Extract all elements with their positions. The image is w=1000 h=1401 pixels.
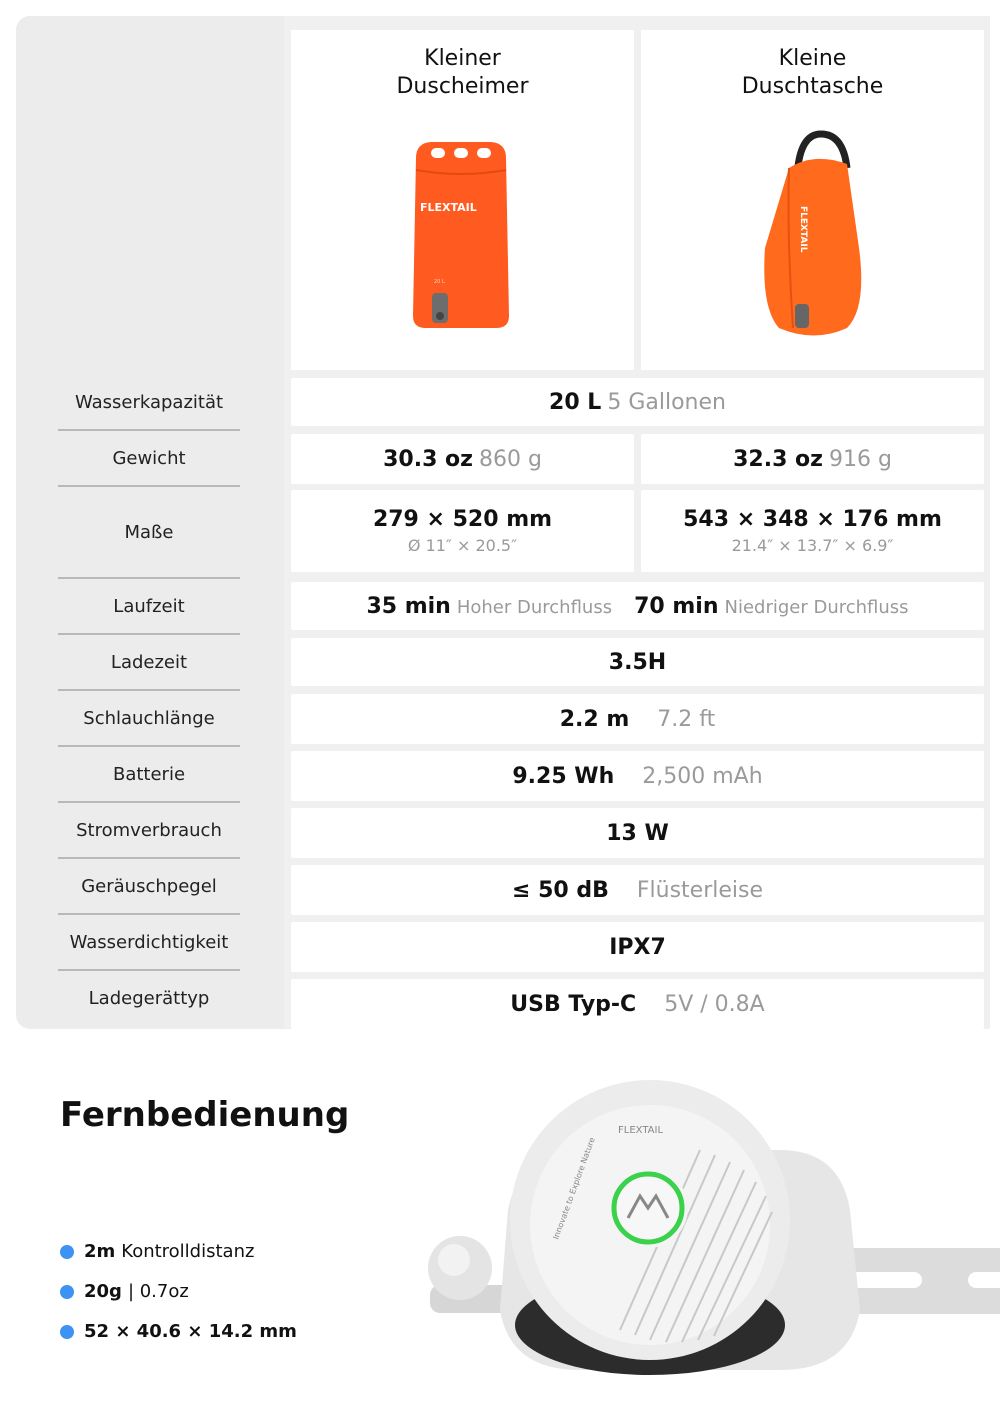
value-main: 20 L: [549, 389, 602, 415]
value-main: IPX7: [609, 934, 666, 960]
spec-label-geraeuschpegel: Geräuschpegel: [81, 876, 217, 897]
value-main: 2.2 m: [559, 706, 630, 732]
divider: [58, 633, 240, 635]
spec-label-wasserdichtigkeit: Wasserdichtigkeit: [69, 932, 229, 953]
spec-label-laufzeit: Laufzeit: [113, 596, 185, 617]
shower-bag-image: [759, 128, 869, 343]
spec-value-geraeuschpegel: [291, 865, 984, 915]
spec-value-stromverbrauch: [291, 808, 984, 858]
remote-feature-item: [60, 1241, 254, 1262]
divider: [58, 857, 240, 859]
value-sub: Niedriger Durchfluss: [724, 596, 909, 618]
value-main: 70 min: [634, 593, 719, 619]
bullet-dot-icon: [60, 1245, 74, 1259]
bucket-capacity-text: 20 L: [434, 279, 445, 285]
divider: [58, 969, 240, 971]
product-card-bucket: [291, 30, 634, 370]
value-sub: 5V / 0.8A: [664, 991, 765, 1017]
value-sub: 2,500 mAh: [642, 763, 763, 789]
shower-bucket-image: [406, 138, 516, 333]
bag-brand-text: FLEXTAIL: [798, 206, 808, 253]
spec-value-wasserdichtigkeit: [291, 922, 984, 972]
feature-bold: 52 × 40.6 × 14.2 mm: [84, 1321, 297, 1342]
value-main: 32.3 oz: [733, 446, 823, 472]
spec-value-gewicht-bag: [641, 434, 984, 484]
remote-control-image: [420, 1070, 1000, 1390]
product-title-bucket: Kleiner Duscheimer: [396, 46, 529, 99]
remote-tagline-text: Innovate to Explore Nature: [551, 1136, 597, 1241]
spec-label-ladegeraettyp: Ladegerättyp: [88, 988, 210, 1009]
value-main: USB Typ-C: [510, 991, 637, 1017]
spec-label-ladezeit: Ladezeit: [110, 652, 188, 673]
spec-value-masse-bag: [641, 490, 984, 572]
bullet-dot-icon: [60, 1325, 74, 1339]
value-main: 543 × 348 × 176 mm: [683, 507, 942, 532]
feature-bold: 20g: [84, 1281, 122, 1302]
value-sub: 21.4″ × 13.7″ × 6.9″: [731, 536, 894, 555]
spec-label-schlauchlaenge: Schlauchlänge: [83, 708, 215, 729]
divider: [58, 745, 240, 747]
spec-label-batterie: Batterie: [112, 764, 186, 785]
value-main: 279 × 520 mm: [372, 507, 553, 532]
value-main: 35 min: [366, 593, 451, 619]
divider: [58, 429, 240, 431]
remote-feature-item: [60, 1281, 189, 1302]
remote-section-title: Fernbedienung: [60, 1095, 350, 1135]
value-sub: 860 g: [478, 446, 542, 472]
bullet-dot-icon: [60, 1285, 74, 1299]
remote-brand-text: FLEXTAIL: [618, 1125, 664, 1136]
feature-bold: 2m: [84, 1241, 116, 1262]
spec-value-gewicht-bucket: [291, 434, 634, 484]
divider: [58, 801, 240, 803]
value-main: 9.25 Wh: [512, 763, 615, 789]
feature-text: Kontrolldistanz: [121, 1241, 255, 1262]
remote-feature-item: [60, 1321, 303, 1342]
spec-value-wasserkapazitaet: [291, 378, 984, 426]
value-sub: Hoher Durchfluss: [456, 596, 613, 618]
value-main: 13 W: [606, 820, 669, 846]
spec-label-masse: Maße: [124, 522, 174, 543]
divider: [58, 689, 240, 691]
spec-label-gewicht: Gewicht: [112, 448, 186, 469]
value-main: ≤ 50 dB: [511, 877, 609, 903]
divider: [58, 913, 240, 915]
value-main: 3.5H: [608, 649, 667, 675]
spec-value-schlauchlaenge: [291, 694, 984, 744]
value-main: 30.3 oz: [383, 446, 473, 472]
spec-value-ladezeit: [291, 638, 984, 686]
spec-value-ladegeraettyp: [291, 979, 984, 1029]
spec-value-batterie: [291, 751, 984, 801]
spec-label-stromverbrauch: Stromverbrauch: [76, 820, 222, 841]
divider: [58, 577, 240, 579]
spec-value-laufzeit: [291, 582, 984, 630]
value-sub: 5 Gallonen: [607, 389, 726, 415]
value-sub: Flüsterleise: [636, 877, 764, 903]
divider: [58, 485, 240, 487]
bucket-brand-text: FLEXTAIL: [420, 201, 477, 214]
value-sub: 7.2 ft: [657, 706, 716, 732]
value-sub: Ø 11″ × 20.5″: [407, 536, 518, 555]
product-title-bag: Kleine Duschtasche: [741, 46, 884, 99]
value-sub: 916 g: [828, 446, 892, 472]
feature-text: | 0.7oz: [127, 1281, 189, 1302]
spec-value-masse-bucket: [291, 490, 634, 572]
spec-label-wasserkapazitaet: Wasserkapazität: [74, 392, 224, 413]
product-card-bag: [641, 30, 984, 370]
